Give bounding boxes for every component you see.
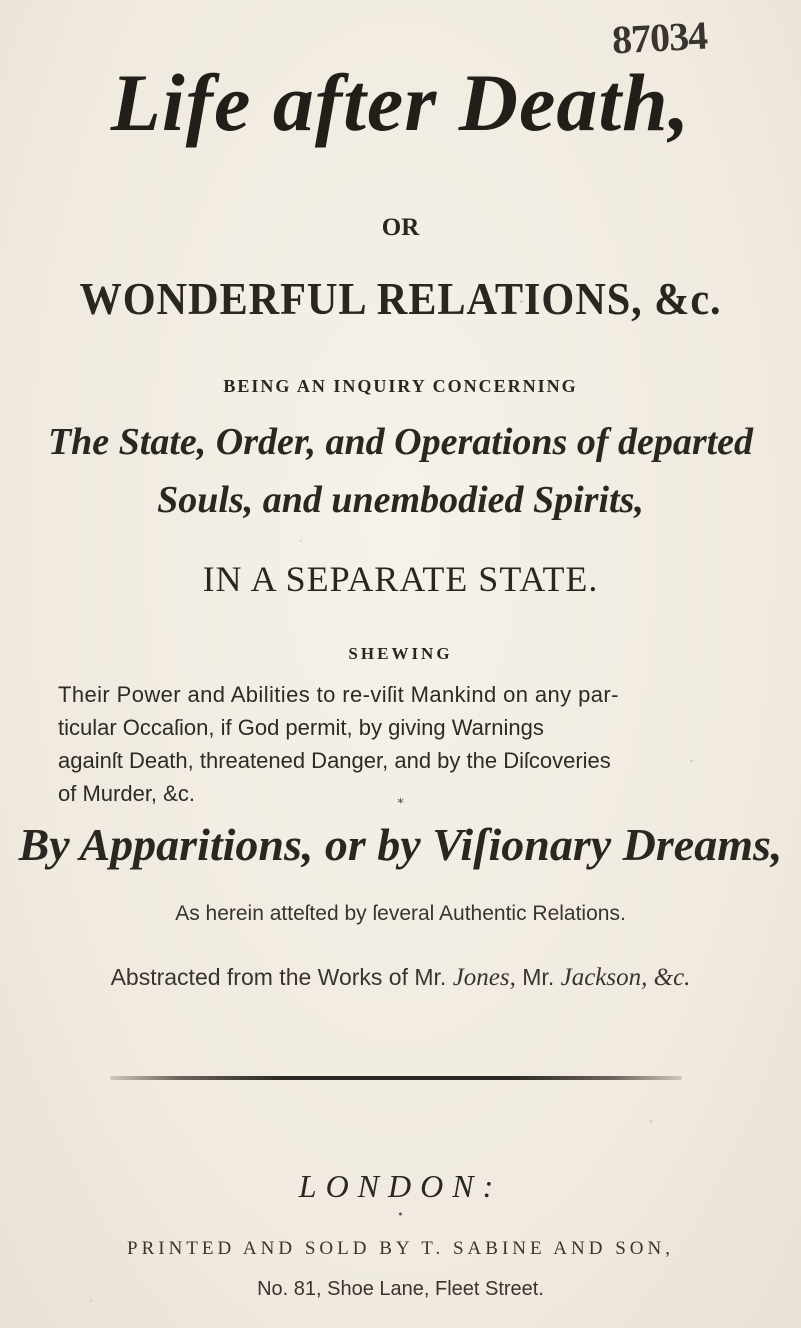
- separate-state-line: IN A SEPARATE STATE.: [202, 559, 599, 599]
- paper-speck: [650, 1120, 652, 1123]
- ornament-mark: *: [397, 796, 404, 810]
- paper-speck: [90, 1300, 92, 1302]
- or-divider-text: OR: [381, 214, 420, 241]
- author-jones: Jones,: [452, 964, 516, 991]
- imprint-city: LONDON:: [298, 1168, 503, 1204]
- attested-line: As herein atteſted by ſeveral Authentic Relations.: [175, 902, 626, 925]
- paper-speck: [520, 300, 523, 303]
- author-jackson: Jackson, &c.: [560, 964, 691, 991]
- subtitle: WONDERFUL RELATIONS, &c.: [79, 273, 722, 324]
- paragraph-line: ticular Occaſion, if God permit, by giving Warnings: [58, 715, 544, 740]
- imprint-printer: PRINTED AND SOLD BY T. SABINE AND SON,: [127, 1238, 674, 1259]
- paper-speck: [690, 760, 693, 762]
- shewing-heading: SHEWING: [348, 644, 453, 663]
- shelfmark: 87034: [610, 12, 709, 63]
- paragraph-line: of Murder, &c.: [58, 781, 195, 806]
- being-inquiry-line: BEING AN INQUIRY CONCERNING: [223, 376, 578, 396]
- abstracted-line: [0, 964, 801, 992]
- paragraph-line: againſt Death, threatened Danger, and by the Diſcoveries: [58, 748, 611, 773]
- paragraph-line: Their Power and Abilities to re-viſit Mankind on any par-: [58, 682, 619, 707]
- apparitions-line: By Apparitions, or by Viſionary Dreams,: [18, 819, 783, 870]
- imprint-address: No. 81, Shoe Lane, Fleet Street.: [257, 1278, 544, 1300]
- description-paragraph: [58, 678, 748, 810]
- abstracted-mid: Mr.: [515, 964, 561, 990]
- horizontal-rule: [110, 1076, 682, 1080]
- book-title: Life after Death,: [110, 57, 691, 148]
- state-line-1: The State, Order, and Operations of departed: [47, 421, 754, 463]
- paper-speck: [300, 540, 302, 542]
- imprint-dot: •: [397, 1210, 404, 1221]
- abstracted-prefix: Abstracted from the Works of Mr.: [110, 964, 453, 990]
- state-line-2: Souls, and unembodied Spirits,: [157, 479, 644, 521]
